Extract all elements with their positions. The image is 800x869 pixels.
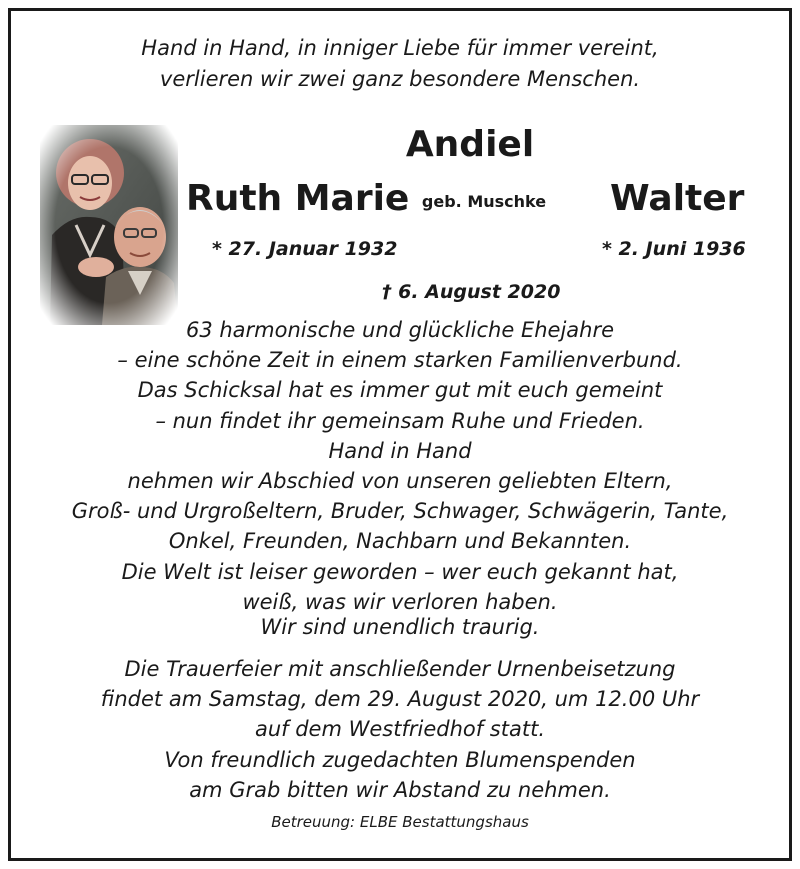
- service-line: am Grab bitten wir Abstand zu nehmen.: [189, 777, 611, 802]
- service-line: auf dem Westfriedhof statt.: [254, 717, 545, 742]
- body-line: Das Schicksal hat es immer gut mit euch gemeint: [137, 378, 663, 403]
- service-line: Von freundlich zugedachten Blumenspenden: [164, 747, 636, 772]
- body-line: – nun findet ihr gemeinsam Ruhe und Frieden.: [155, 408, 645, 433]
- body-line: Groß- und Urgroßeltern, Bruder, Schwager, Schwägerin, Tante,: [71, 499, 729, 524]
- service-line: findet am Samstag, dem 29. August 2020, um 12.00 Uhr: [100, 687, 700, 712]
- person1-birth-date: * 27. Januar 1932: [212, 238, 398, 260]
- intro-text: [0, 33, 800, 95]
- funeral-home-credit: Betreuung: ELBE Bestattungshaus: [271, 813, 529, 831]
- body-text: [0, 315, 800, 617]
- intro-line: verlieren wir zwei ganz besondere Menschen.: [159, 67, 641, 91]
- body-line: Hand in Hand: [328, 438, 472, 463]
- sad-line: Wir sind unendlich traurig.: [260, 615, 540, 639]
- service-line: Die Trauerfeier mit anschließender Urnenbeisetzung: [124, 657, 676, 681]
- person2-name: Walter: [610, 178, 745, 219]
- intro-line: Hand in Hand, in inniger Liebe für immer vereint,: [141, 36, 659, 60]
- body-line: nehmen wir Abschied von unseren geliebten Eltern,: [127, 468, 673, 493]
- person1-name-row: [186, 178, 546, 219]
- death-date: † 6. August 2020: [382, 281, 561, 303]
- service-text: [0, 654, 800, 805]
- family-name: Andiel: [405, 124, 535, 165]
- body-line: Die Welt ist leiser geworden – wer euch gekannt hat,: [121, 559, 679, 584]
- person2-birth-date: * 2. Juni 1936: [602, 238, 746, 260]
- body-line: Onkel, Freunden, Nachbarn und Bekannten.: [168, 529, 632, 554]
- body-line: weiß, was wir verloren haben.: [242, 589, 558, 614]
- body-line: 63 harmonische und glückliche Ehejahre: [185, 318, 615, 342]
- person1-maiden-name: geb. Muschke: [421, 192, 547, 211]
- person1-name: Ruth Marie: [186, 178, 410, 219]
- body-line: – eine schöne Zeit in einem starken Familienverbund.: [117, 348, 683, 373]
